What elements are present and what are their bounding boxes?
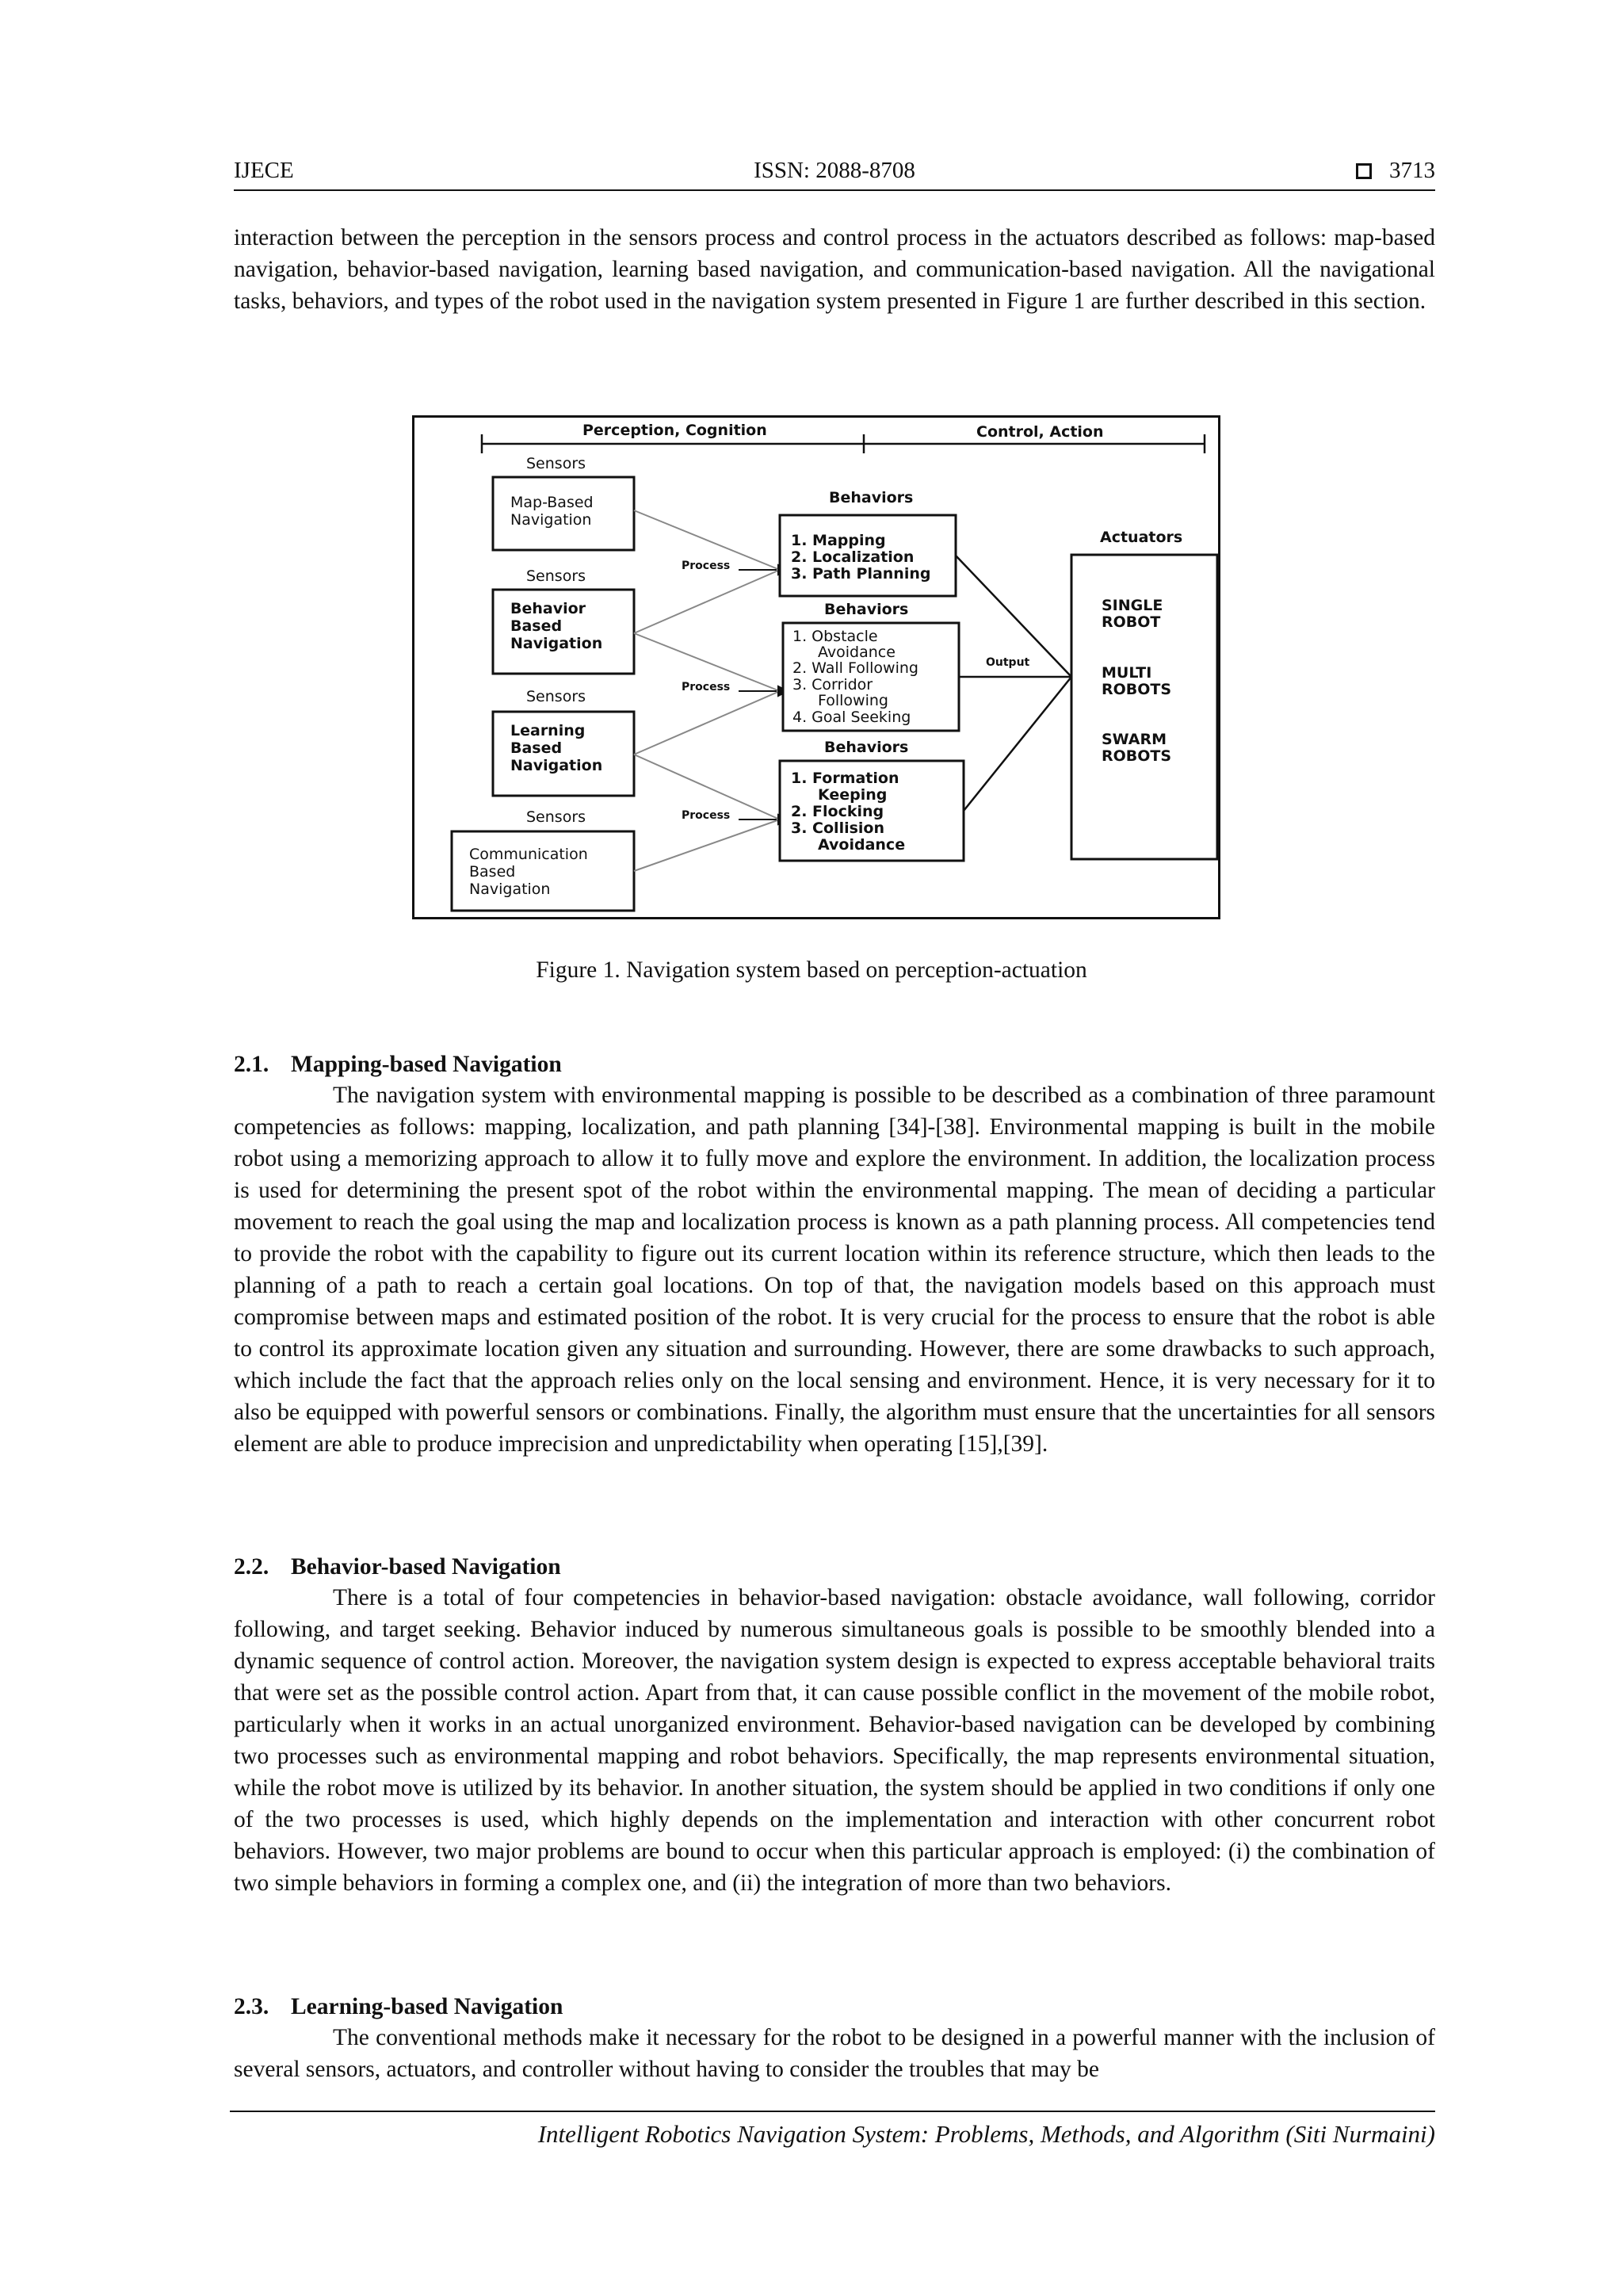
actuator-single-robot: SINGLE ROBOT bbox=[1102, 597, 1163, 631]
behaviors-label-2: Behaviors bbox=[824, 601, 909, 618]
running-footer: Intelligent Robotics Navigation System: Problems, Methods, and Algorithm (Siti Nurmaini) bbox=[537, 2120, 1435, 2148]
actuators-label: Actuators bbox=[1100, 529, 1183, 546]
section-number: 2.3. bbox=[234, 1994, 269, 2019]
actuator-multi-robots: MULTI ROBOTS bbox=[1102, 664, 1172, 698]
issn: ISSN: 2088-8708 bbox=[754, 158, 915, 183]
section-title: Learning-based Navigation bbox=[291, 1994, 563, 2019]
section-2-2-paragraph: There is a total of four competencies in behavior-based navigation: obstacle avoidance, wall following, corridor following, and target seeking. Behavior induced by numerous simultaneous goals is possible to be smoothly blended into a dynamic sequence of control action. Moreover, the navigation system design is expected to express acceptable behavioral traits that were set as the possible control action. Apart from that, it can cause possible conflict in the movement of the mobile robot, particularly when it works in an actual unorganized environment. Behavior-based navigation can be developed by combining two processes such as environmental mapping and robot behaviors. Specifically, the map represents environmental situation, while the robot move is utilized by its behavior. In another situation, the system should be applied in two conditions if only one of the two processes is used, which highly depends on the implementation and interaction with other concurrent robot behaviors. However, two major problems are bound to occur when this particular approach is employed: (i) the combination of two simple behaviors in forming a complex one, and (ii) the integration of more than two behaviors. bbox=[234, 1585, 1435, 1896]
process-label-2: Process bbox=[682, 681, 731, 693]
behaviors-label-1: Behaviors bbox=[829, 489, 914, 506]
behaviors-label-3: Behaviors bbox=[824, 739, 909, 756]
actuator-swarm-robots: SWARM ROBOTS bbox=[1102, 731, 1172, 765]
section-heading-2-2 bbox=[234, 1554, 561, 1580]
page-number-group bbox=[1356, 158, 1435, 184]
checkbox-glyph-icon bbox=[1356, 163, 1372, 179]
section-title: Mapping-based Navigation bbox=[291, 1052, 562, 1077]
behavior-box-3-text: 1. Formation Keeping 2. Flocking 3. Collision Avoidance bbox=[791, 770, 906, 854]
process-label-1: Process bbox=[682, 560, 731, 572]
section-heading-2-1 bbox=[234, 1052, 562, 1078]
page-number: 3713 bbox=[1389, 158, 1435, 183]
sensors-label-2: Sensors bbox=[526, 567, 586, 585]
figure-1 bbox=[412, 415, 1220, 919]
sensors-label-3: Sensors bbox=[526, 688, 586, 705]
section-heading-2-3 bbox=[234, 1994, 563, 2020]
behavior-box-2-text: 1. Obstacle Avoidance 2. Wall Following 3. Corridor Following 4. Goal Seeking bbox=[792, 628, 918, 726]
footer-rule bbox=[230, 2111, 1435, 2112]
sensors-label-4: Sensors bbox=[526, 808, 586, 826]
journal-name: IJECE bbox=[234, 158, 294, 183]
section-number: 2.2. bbox=[234, 1554, 269, 1580]
section-2-1-paragraph: The navigation system with environmental mapping is possible to be described as a combination of three paramount competencies as follows: mapping, localization, and path planning [34]-[38]. Environmental mapping is built in the mobile robot using a memorizing approach to allow it to fully move and explore the environment. In addition, the localization process is used for determining the present spot of the robot within the environmental mapping. The mean of deciding a particular movement to reach the goal using the map and localization process is known as a path planning process. All competencies tend to provide the robot with the capability to figure out its current location within its reference structure, which then leads to the planning of a path to reach a certain goal locations. On top of that, the navigation models based on this approach must compromise between maps and estimated position of the robot. It is very crucial for the process to ensure that the robot is able to control its approximate location given any situation and surrounding. However, there are some drawbacks to such approach, which include the fact that the approach relies only on the local sensing and environment. Hence, it is very necessary for it to also be equipped with powerful sensors or combinations. Finally, the algorithm must ensure that the uncertainties for all sensors element are able to produce imprecision and unpredictability when operating [15],[39]. bbox=[234, 1083, 1435, 1457]
nav-box-4-text: Communication Based Navigation bbox=[469, 846, 588, 898]
running-header bbox=[234, 155, 1435, 188]
process-label-3: Process bbox=[682, 809, 731, 822]
sensors-label-1: Sensors bbox=[526, 455, 586, 472]
section-number: 2.1. bbox=[234, 1052, 269, 1077]
output-label: Output bbox=[986, 656, 1030, 669]
section-title: Behavior-based Navigation bbox=[291, 1554, 561, 1580]
nav-box-1-text: Map-Based Navigation bbox=[510, 494, 594, 529]
nav-box-2-text: Behavior Based Navigation bbox=[510, 600, 603, 652]
perception-cognition-label: Perception, Cognition bbox=[582, 422, 767, 439]
header-rule bbox=[234, 189, 1435, 191]
navigation-diagram bbox=[412, 415, 1220, 919]
intro-paragraph: interaction between the perception in the sensors process and control process in the actuators described as follows: map-based navigation, behavior-based navigation, learning based navigation, and communication-based navigation. All the navigational tasks, behaviors, and types of the robot used in the navigation system presented in Figure 1 are further described in this section. bbox=[234, 225, 1435, 314]
section-2-3-paragraph: The conventional methods make it necessary for the robot to be designed in a powerful manner with the inclusion of several sensors, actuators, and controller without having to consider the troubles that may be bbox=[234, 2025, 1435, 2082]
behavior-box-1-text: 1. Mapping 2. Localization 3. Path Planning bbox=[791, 532, 931, 583]
figure-caption: Figure 1. Navigation system based on perception-actuation bbox=[536, 957, 1087, 983]
nav-box-3-text: Learning Based Navigation bbox=[510, 722, 603, 774]
control-action-label: Control, Action bbox=[976, 423, 1104, 441]
